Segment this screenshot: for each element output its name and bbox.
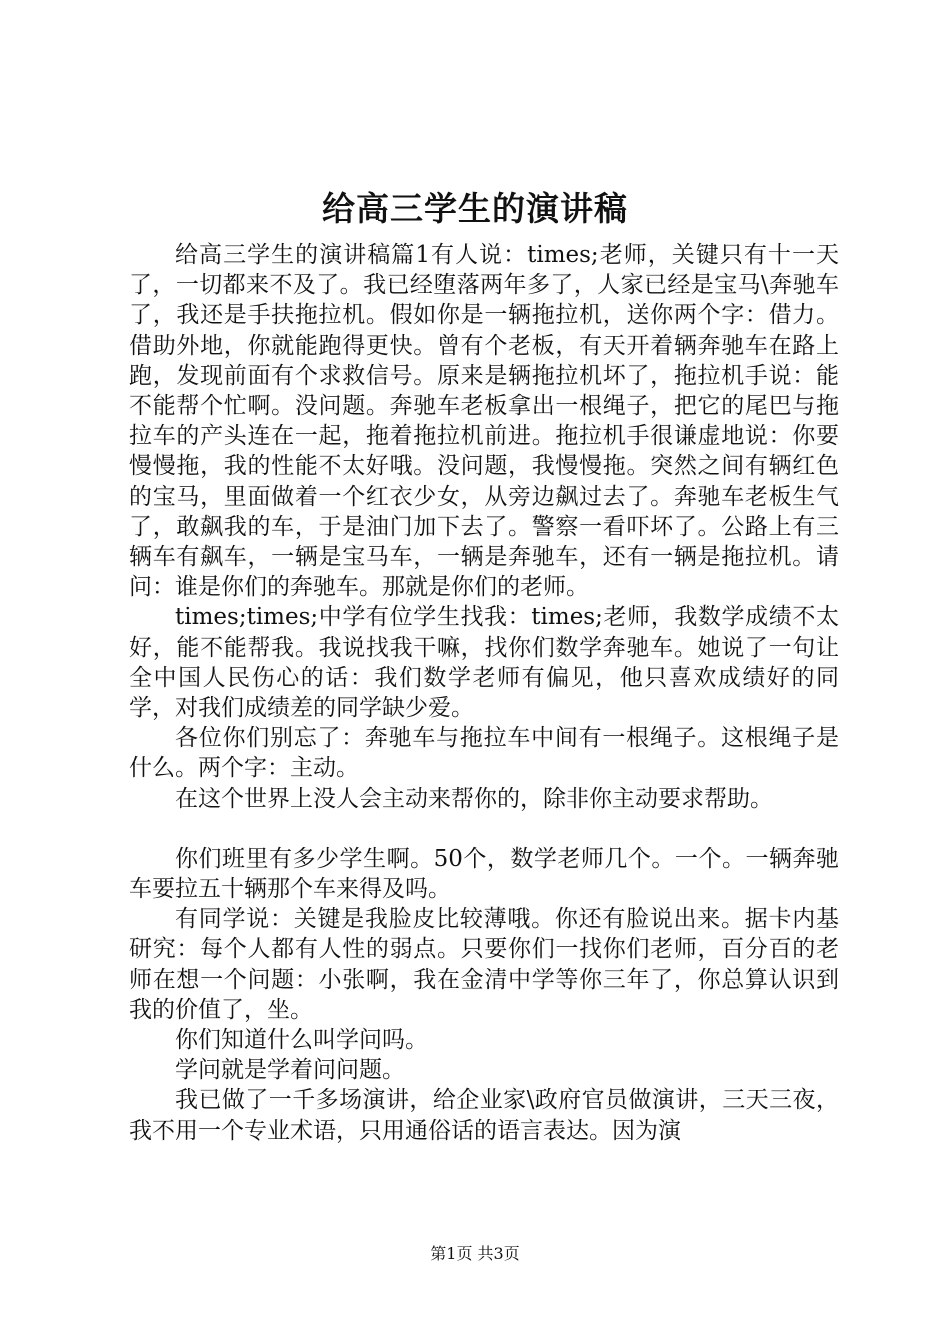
paragraph: times;times;中学有位学生找我：times;老师，我数学成绩不太好，能不能帮我。我说找我干嘛，找你们数学奔驰车。她说了一句让全中国人民伤心的话：我们数学老师有偏见，他只喜欢成绩好的同学，对我们成绩差的同学缺少爱。	[129, 604, 839, 722]
paragraph: 我已做了一千多场演讲，给企业家\政府官员做演讲，三天三夜，我不用一个专业术语，只用通俗话的语言表达。因为演	[129, 1087, 839, 1144]
paragraph: 在这个世界上没人会主动来帮你的，除非你主动要求帮助。	[175, 785, 773, 812]
paragraph: 有同学说：关键是我脸皮比较薄哦。你还有脸说出来。据卡内基研究：每个人都有人性的弱点。只要你们一找你们老师，百分百的老师在想一个问题：小张啊，我在金清中学等你三年了，你总算认识到我的价值了，坐。	[129, 906, 839, 1023]
paragraph: 各位你们别忘了：奔驰车与拖拉车中间有一根绳子。这根绳子是什么。两个字：主动。	[129, 725, 839, 782]
page-footer: 第1页 共3页	[430, 1244, 520, 1263]
paragraph: 你们知道什么叫学问吗。	[175, 1027, 428, 1054]
document-body	[129, 240, 839, 1146]
paragraph: 你们班里有多少学生啊。50个，数学老师几个。一个。一辆奔驰车要拉五十辆那个车来得及吗。	[129, 845, 839, 903]
paragraph: 给高三学生的演讲稿篇1有人说：times;老师，关键只有十一天了，一切都来不及了。我已经堕落两年多了，人家已经是宝马\奔驰车了，我还是手扶拖拉机。假如你是一辆拖拉机，送你两个字：借力。借助外地，你就能跑得更快。曾有个老板，有天开着辆奔驰车在路上跑，发现前面有个求救信号。原来是辆拖拉机坏了，拖拉机手说：能不能帮个忙啊。没问题。奔驰车老板拿出一根绳子，把它的尾巴与拖拉车的产头连在一起，拖着拖拉机前进。拖拉机手很谦虚地说：你要慢慢拖，我的性能不太好哦。没问题，我慢慢拖。突然之间有辆红色的宝马，里面做着一个红衣少女，从旁边飙过去了。奔驰车老板生气了，敢飙我的车，于是油门加下去了。警察一看吓坏了。公路上有三辆车有飙车，一辆是宝马车，一辆是奔驰车，还有一辆是拖拉机。请问：谁是你们的奔驰车。那就是你们的老师。	[129, 242, 839, 601]
paragraph: 学问就是学着问问题。	[175, 1057, 405, 1084]
document-title: 给高三学生的演讲稿	[322, 189, 628, 228]
